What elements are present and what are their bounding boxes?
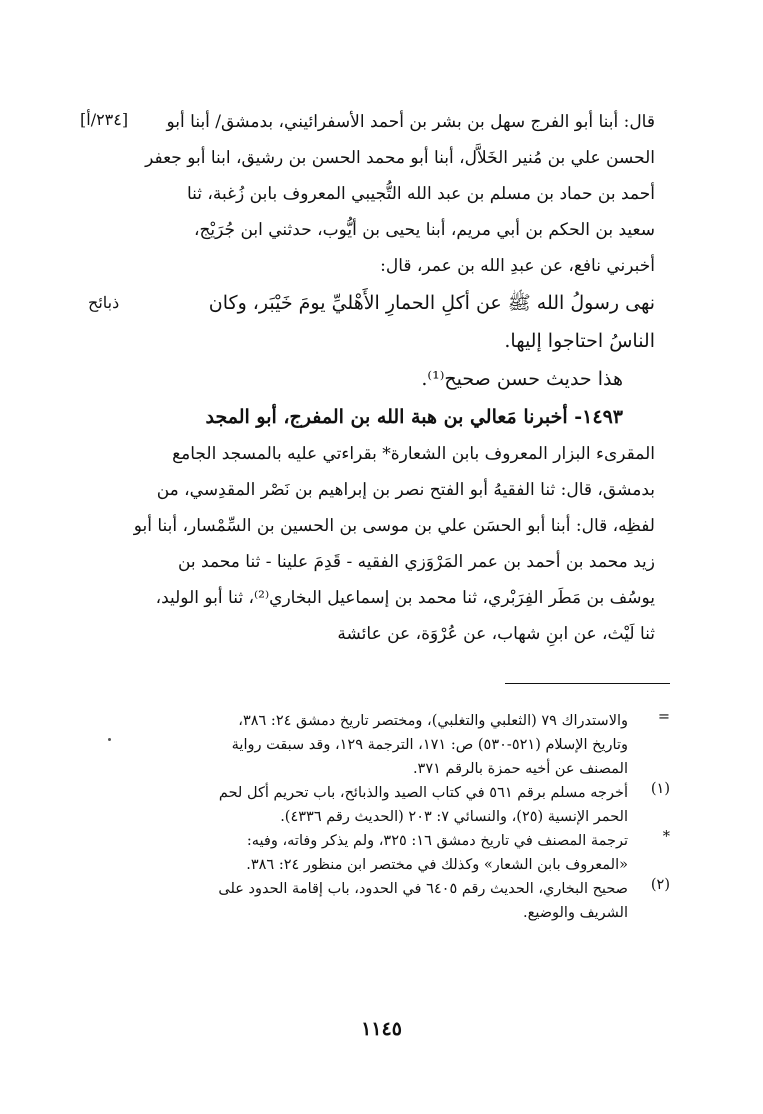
footnote-line: وتاريخ الإسلام (٥٢١-٥٣٠) ص: ١٧١، الترجمة ١٢٩، وقد سبقت رواية [231,737,628,753]
footnote [150,781,670,829]
topic-marginal-note: ذبائح [88,293,120,312]
hadith-number-heading: ١٤٩٣- أخبرنا مَعالي بن هبة الله بن المفرج، أبو المجد [205,406,623,428]
footnote-marker: (١) [650,781,670,797]
footnote-marker: * [662,829,670,845]
footnote-line: «المعروف بابن الشعار» وكذلك في مختصر ابن منظور ٢٤: ٣٨٦. [246,857,628,873]
text-line: يوسُف بن مَطَر الفِرَبْري، ثنا محمد بن إسماعيل البخاري⁽²⁾، ثنا أبو الوليد، [155,588,655,608]
footnote-line: الشريف والوضيع. [523,905,628,921]
footnote-line: صحيح البخاري، الحديث رقم ٦٤٠٥ في الحدود، باب إقامة الحدود على [218,881,628,897]
page-number: ١١٤٥ [361,1018,402,1040]
text-line: سعيد بن الحكم بن أبي مريم، أبنا يحيى بن أيُّوب، حدثني ابن جُرَيْج، [193,220,655,240]
footnote-line: أخرجه مسلم برقم ٥٦١ في كتاب الصيد والذبائح، باب تحريم أكل لحم [218,785,628,801]
footnote-marker: = [657,709,670,725]
text-line: بدمشق، قال: ثنا الفقيهُ أبو الفتح نصر بن إبراهيم بن نَصْر المقدِسي، من [156,480,655,500]
footnotes [150,709,670,925]
text-line: قال: أبنا أبو الفرج سهل بن بشر بن أحمد الأسفرائيني، بدمشق/ أبنا أبو [166,112,655,132]
footnote-marker: (٢) [650,877,670,893]
hadith-text-line: نهى رسولُ الله ﷺ عن أكلِ الحمارِ الأَهْليِّ يومَ خَيْبَر، وكان [208,292,655,314]
text-line: زيد محمد بن أحمد بن عمر المَرْوَزي الفقيه - قَدِمَ علينا - ثنا محمد بن [177,552,655,572]
footnote-line: ترجمة المصنف في تاريخ دمشق ١٦: ٣٢٥، ولم يذكر وفاته، وفيه: [246,833,628,849]
text-line: لفظِه، قال: أبنا أبو الحسَن علي بن موسى بن الحسين بن السِّمْسار، أبنا أبو [133,516,655,536]
text-line: الحسن علي بن مُنير الخَلاَّل، أبنا أبو محمد الحسن بن رشيق، ابنا أبو جعفر [145,148,655,168]
text-line: أخبرني نافع، عن عبدِ الله بن عمر، قال: [380,256,655,276]
text-line: أحمد بن حماد بن مسلم بن عبد الله التُّجيبي المعروف بابن زُغبة، ثنا [186,184,655,204]
main-text [100,104,655,652]
footnote-separator [505,683,670,684]
text-line: المقرىء البزار المعروف بابن الشعارة* بقراءتي عليه بالمسجد الجامع [172,444,655,464]
folio-reference: [٢٣٤/أ] [80,110,129,129]
footnote [150,829,670,877]
grading-line: هذا حديث حسن صحيح⁽¹⁾. [421,368,623,390]
footnote-line: والاستدراك ٧٩ (الثعلبي والتغلبي)، ومختصر تاريخ دمشق ٢٤: ٣٨٦، [238,713,628,729]
footnote [150,709,670,781]
hadith-text-line: الناسُ احتاجوا إليها. [504,330,655,352]
footnote-line: المصنف عن أخيه حمزة بالرقم ٣٧١. [412,761,628,777]
footnote-line: الحمر الإنسية (٢٥)، والنسائي ٧: ٢٠٣ (الحديث رقم ٤٣٣٦). [280,809,628,825]
text-line: ثنا لَيْث، عن ابنِ شهاب، عن عُرْوَة، عن عائشة [337,624,655,644]
scan-speck [108,738,111,741]
footnote [150,877,670,925]
